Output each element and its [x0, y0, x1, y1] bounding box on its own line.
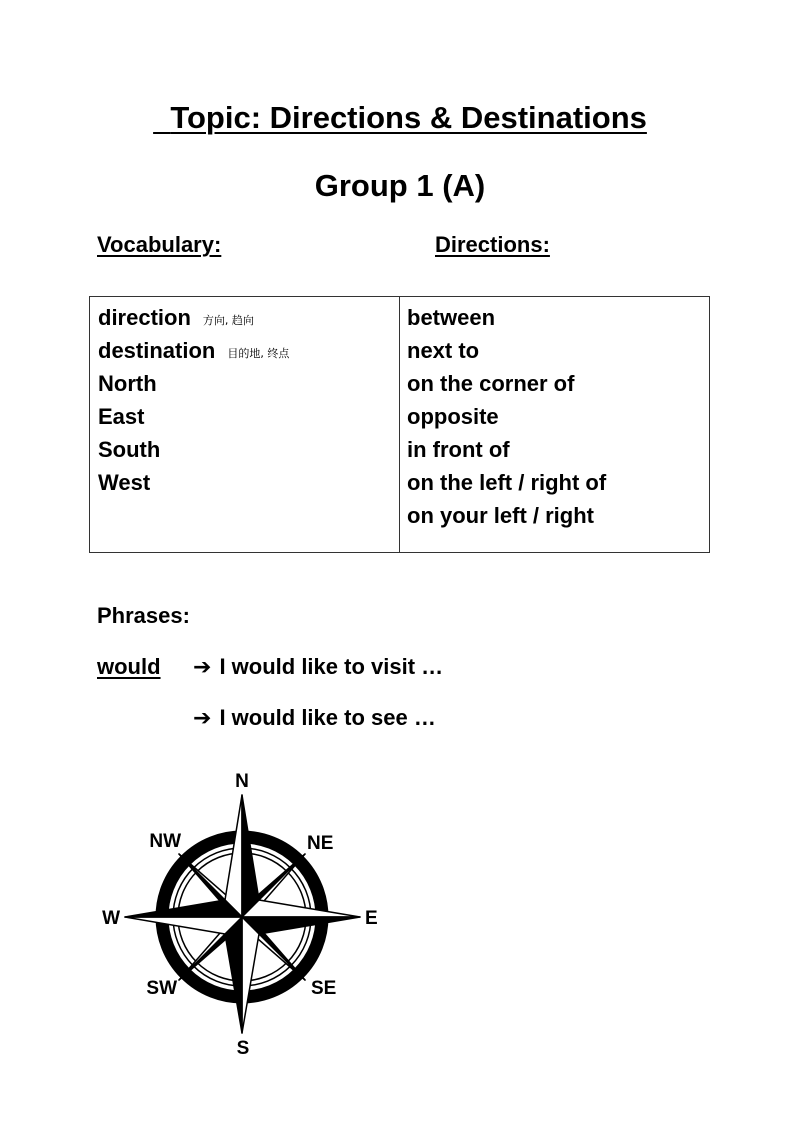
- page-title: [0, 100, 800, 136]
- direction-item: opposite: [407, 404, 499, 429]
- phrase-text: I would like to visit …: [219, 654, 444, 679]
- phrases-heading: Phrases:: [97, 603, 190, 628]
- compass-label-ne: NE: [307, 833, 334, 854]
- vocab-word: direction: [98, 305, 191, 330]
- compass-label-s: S: [236, 1038, 250, 1059]
- phrase-line: [193, 705, 436, 731]
- right-arrow-icon: ➔: [193, 655, 212, 680]
- direction-item: on the corner of: [407, 371, 575, 396]
- right-arrow-icon: ➔: [193, 706, 212, 731]
- compass-label-w: W: [102, 908, 120, 929]
- compass-rose-icon: [95, 765, 390, 1065]
- phrase-keyword: would: [97, 654, 161, 679]
- vocabulary-heading: Vocabulary:: [97, 232, 222, 257]
- direction-item: between: [407, 305, 496, 330]
- phrase-line: [193, 654, 443, 680]
- vocab-item-north: North: [98, 371, 157, 396]
- directions-column: [400, 297, 709, 552]
- compass-label-nw: NW: [149, 831, 181, 852]
- direction-item: on the left / right of: [407, 470, 607, 495]
- phrase-text: I would like to see …: [219, 705, 436, 730]
- direction-item: on your left / right: [407, 503, 594, 528]
- vocab-item-destination: [98, 334, 399, 367]
- page-title-text: [153, 100, 647, 135]
- vocabulary-table: [89, 296, 710, 553]
- vocab-item-west: West: [98, 470, 151, 495]
- vocab-gloss: 目的地, 终点: [227, 347, 290, 360]
- page-title-label: Topic: Directions & Destinations: [170, 100, 647, 135]
- vocab-gloss: 方向, 趋向: [202, 314, 254, 327]
- vocabulary-column: [90, 297, 400, 552]
- compass-label-n: N: [235, 771, 249, 792]
- vocab-item-east: East: [98, 404, 145, 429]
- group-title: Group 1 (A): [314, 168, 486, 203]
- direction-item: in front of: [407, 437, 510, 462]
- directions-heading: Directions:: [435, 232, 550, 257]
- vocab-item-direction: [98, 301, 399, 334]
- compass-label-se: SE: [311, 978, 337, 999]
- compass-label-sw: SW: [146, 978, 177, 999]
- vocab-item-south: South: [98, 437, 161, 462]
- direction-item: next to: [407, 338, 480, 363]
- compass-label-e: E: [365, 908, 378, 929]
- vocab-word: destination: [98, 338, 216, 363]
